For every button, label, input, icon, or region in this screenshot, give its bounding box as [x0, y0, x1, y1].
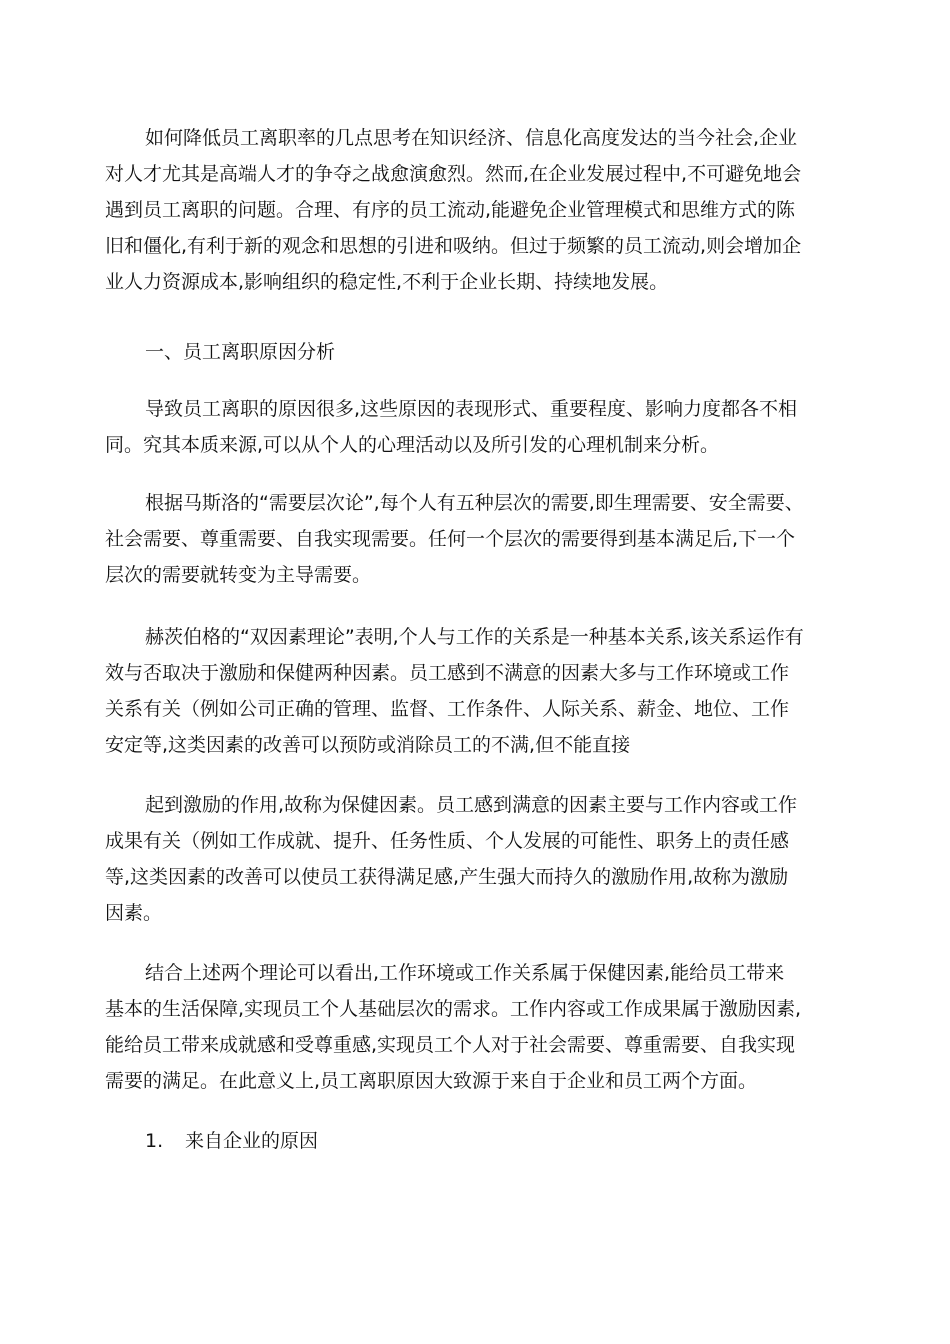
- text-line: 成果有关（例如工作成就、提升、任务性质、个人发展的可能性、职务上的责任感: [105, 830, 790, 852]
- section-heading: [105, 334, 845, 370]
- text-line: 需要的满足。在此意义上,员工离职原因大致源于来自于企业和员工两个方面。: [105, 1070, 758, 1092]
- text-line: 效与否取决于激励和保健两种因素。员工感到不满意的因素大多与工作环境或工作: [105, 662, 790, 684]
- paragraph-causes: [105, 391, 845, 463]
- list-number: 1.: [145, 1130, 164, 1152]
- text-line: 层次的需要就转变为主导需要。: [105, 564, 372, 586]
- paragraph-intro: [105, 120, 845, 300]
- text-line: 因素。: [105, 902, 163, 924]
- text-line: 对人才尤其是高端人才的争夺之战愈演愈烈。然而,在企业发展过程中,不可避免地会: [105, 163, 802, 185]
- paragraph-conclusion: [105, 955, 845, 1099]
- text-line: 安定等,这类因素的改善可以预防或消除员工的不满,但不能直接: [105, 734, 631, 756]
- text-line: 同。究其本质来源,可以从个人的心理活动以及所引发的心理机制来分析。: [105, 434, 720, 456]
- subsection-heading: [105, 1123, 845, 1159]
- text-line: 遇到员工离职的问题。合理、有序的员工流动,能避免企业管理模式和思维方式的陈: [105, 199, 796, 221]
- text-line: 赫茨伯格的“双因素理论”表明,个人与工作的关系是一种基本关系,该关系运作有: [145, 626, 804, 648]
- text-line: 导致员工离职的原因很多,这些原因的表现形式、重要程度、影响力度都各不相: [145, 398, 798, 420]
- text-line: 社会需要、尊重需要、自我实现需要。任何一个层次的需要得到基本满足后,下一个: [105, 528, 796, 550]
- paragraph-motivators: [105, 787, 845, 931]
- text-line: 起到激励的作用,故称为保健因素。员工感到满意的因素主要与工作内容或工作: [145, 794, 798, 816]
- text-line: 能给员工带来成就感和受尊重感,实现员工个人对于社会需要、尊重需要、自我实现: [105, 1034, 796, 1056]
- text-line: 根据马斯洛的“需要层次论”,每个人有五种层次的需要,即生理需要、安全需要、: [145, 492, 804, 514]
- text-line: 等,这类因素的改善可以使员工获得满足感,产生强大而持久的激励作用,故称为激励: [105, 866, 789, 888]
- heading-line: [105, 1123, 845, 1159]
- paragraph-maslow: [105, 485, 845, 593]
- text-line: 业人力资源成本,影响组织的稳定性,不利于企业长期、持续地发展。: [105, 271, 669, 293]
- heading-text: 一、员工离职原因分析: [145, 341, 336, 363]
- text-line: 结合上述两个理论可以看出,工作环境或工作关系属于保健因素,能给员工带来: [145, 962, 785, 984]
- paragraph-herzberg: [105, 619, 845, 763]
- text-line: 如何降低员工离职率的几点思考在知识经济、信息化高度发达的当今社会,企业: [145, 127, 798, 149]
- text-line: 基本的生活保障,实现员工个人基础层次的需求。工作内容或工作成果属于激励因素,: [105, 998, 802, 1020]
- heading-text: 来自企业的原因: [185, 1130, 319, 1152]
- text-line: 旧和僵化,有利于新的观念和思想的引进和吸纳。但过于频繁的员工流动,则会增加企: [105, 235, 802, 257]
- text-line: 关系有关（例如公司正确的管理、监督、工作条件、人际关系、薪金、地位、工作: [105, 698, 790, 720]
